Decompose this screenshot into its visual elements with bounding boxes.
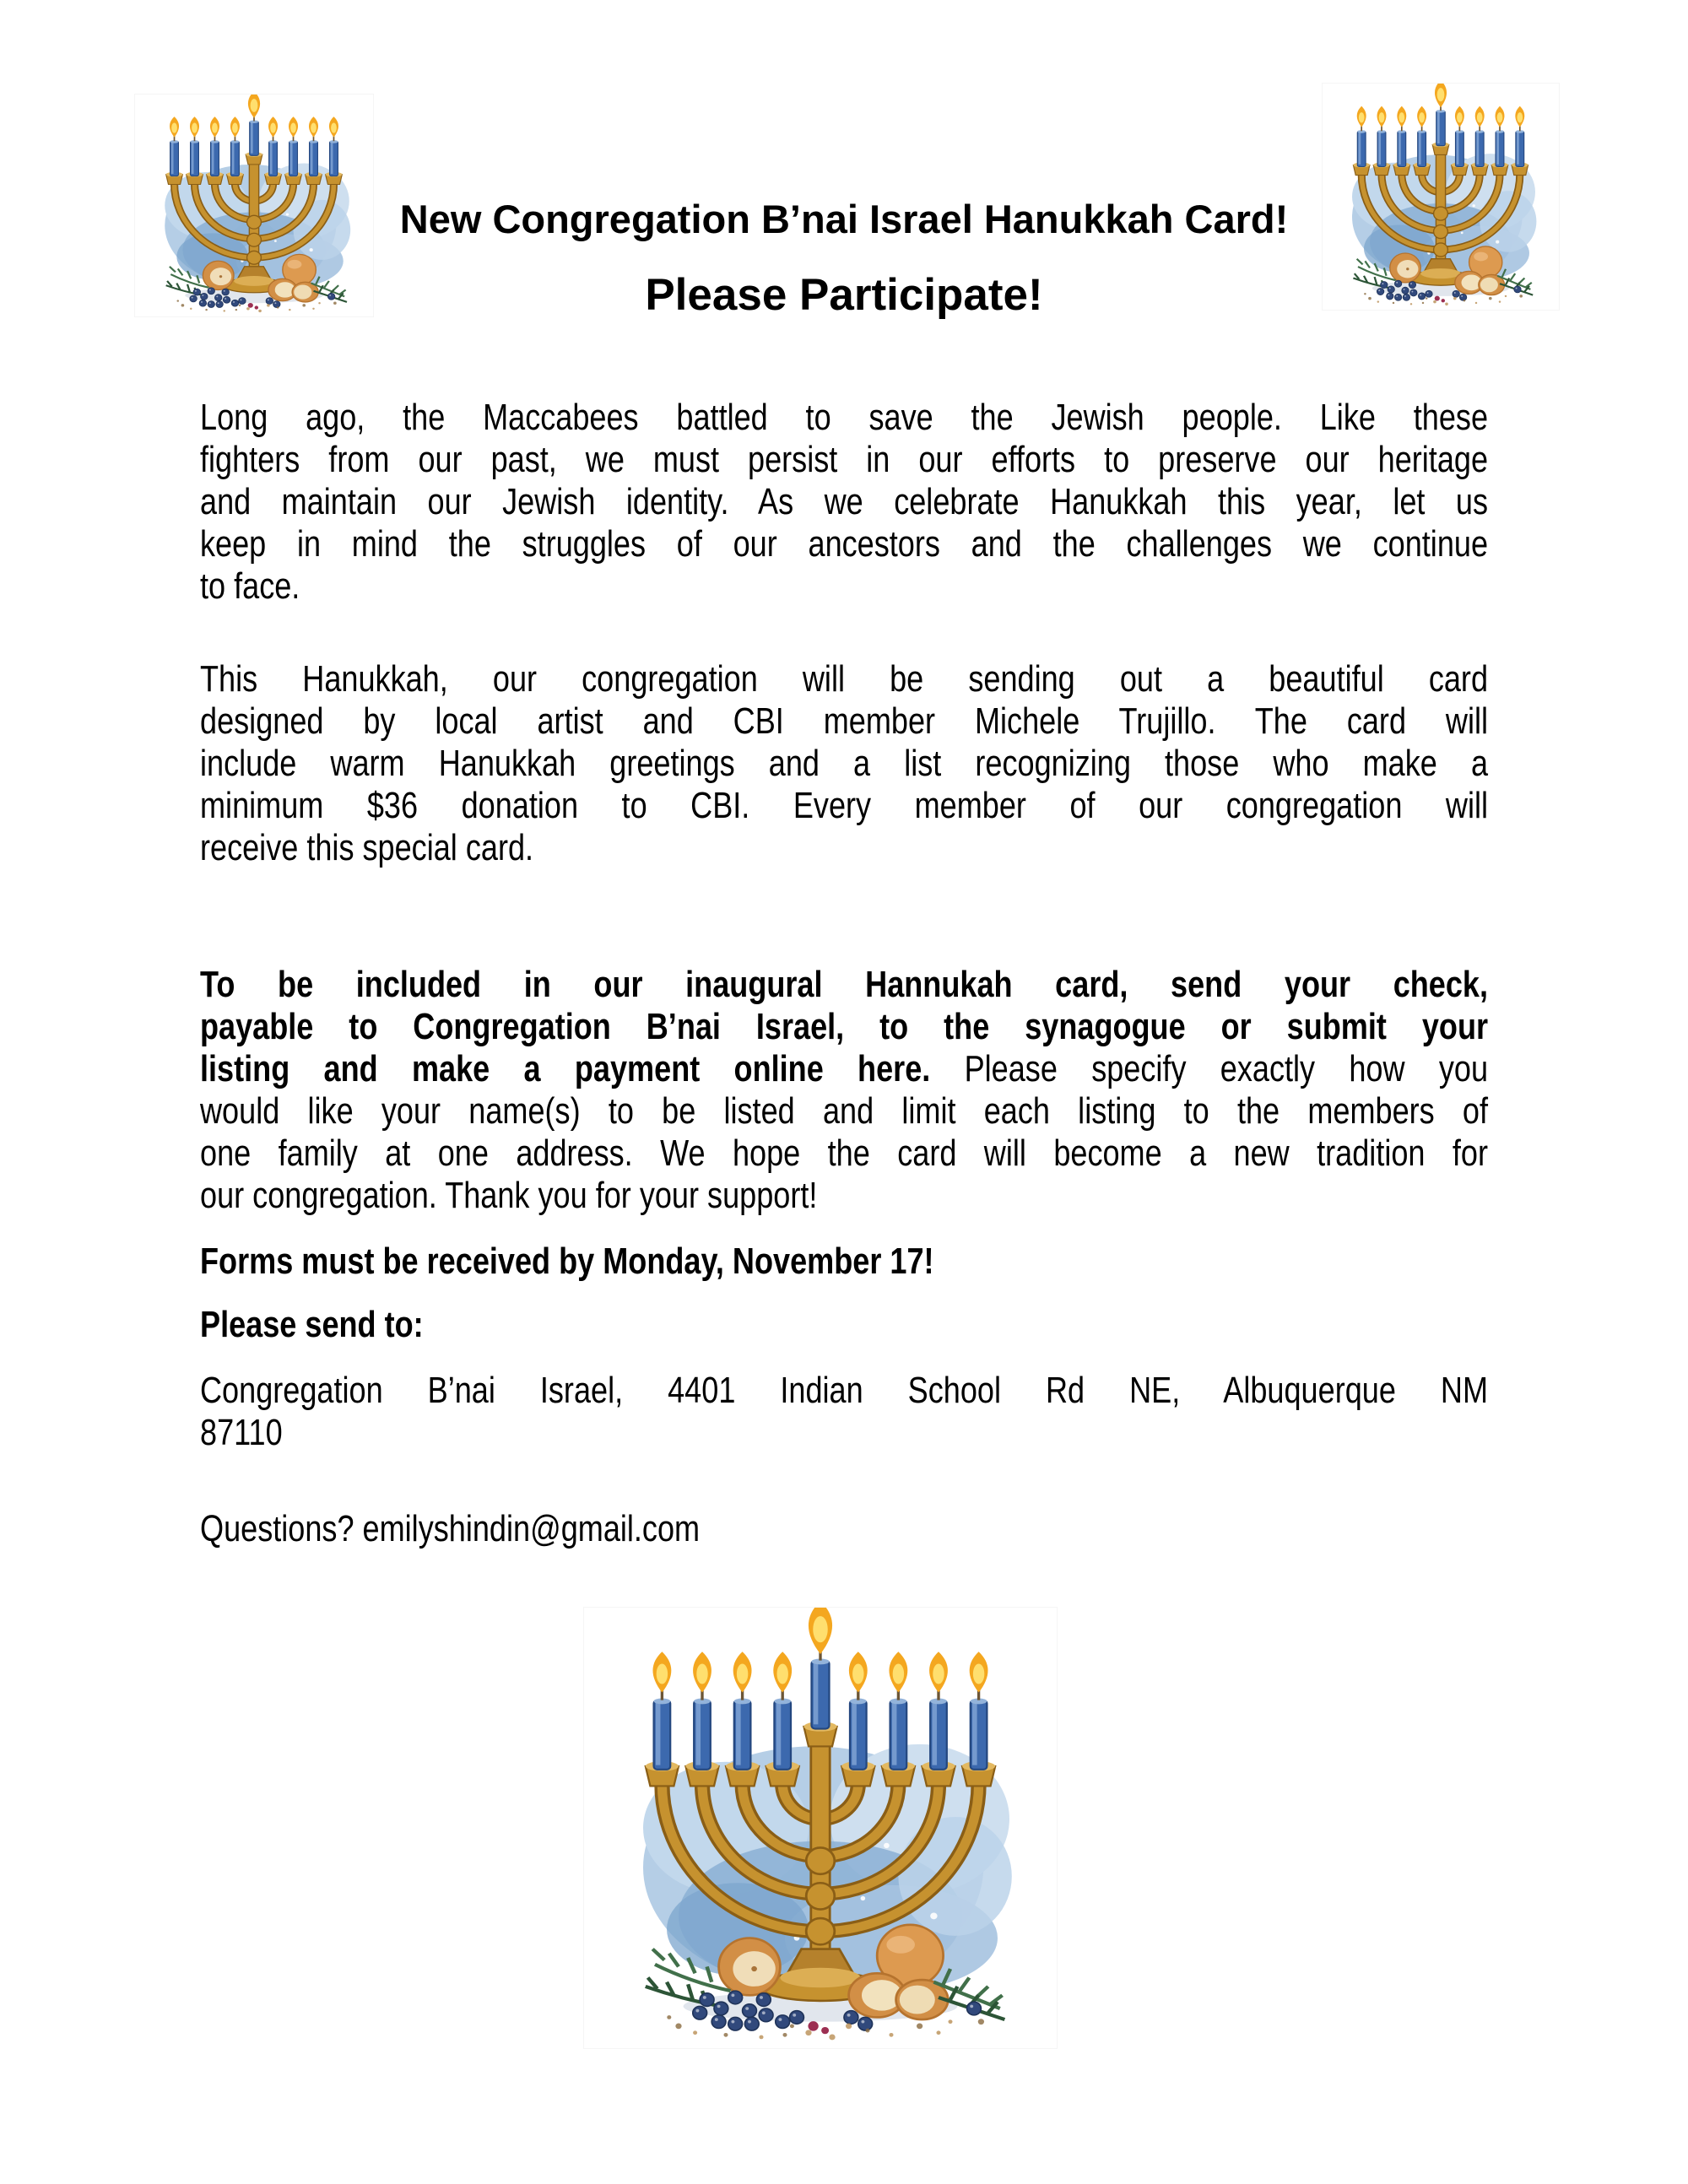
text-line (200, 658, 1488, 700)
menorah-image-bottom (584, 1608, 1057, 2048)
regular-text: designed by local artist and CBI member Michele Trujillo. The card will (200, 700, 1489, 742)
header (0, 196, 1688, 321)
flyer-subtitle: Please Participate! (645, 270, 1043, 320)
text-line (200, 1370, 1488, 1412)
paragraph-address (200, 1370, 1488, 1454)
text-line (200, 1241, 1488, 1283)
text-line (200, 1048, 1488, 1090)
text-line (200, 1133, 1488, 1175)
regular-text: Congregation B’nai Israel, 4401 Indian School Rd NE, Albuquerque NM (200, 1370, 1489, 1411)
paragraph-instructions (200, 964, 1488, 1217)
paragraph-contact (200, 1508, 1488, 1550)
bold-text: payable to Congregation B’nai Israel, to the synagogue or submit your (200, 1006, 1489, 1047)
text-line (200, 700, 1488, 743)
paragraph-intro (200, 397, 1488, 608)
regular-text: Please specify exactly how you (930, 1048, 1489, 1089)
text-line (200, 1175, 1488, 1217)
text-line (200, 743, 1488, 785)
regular-text: Questions? emilyshindin@gmail.com (200, 1508, 701, 1549)
regular-text: fighters from our past, we must persist in our efforts to preserve our heritage (200, 439, 1489, 480)
bold-text: To be included in our inaugural Hannukah card, send your check, (200, 964, 1489, 1005)
text-line (200, 565, 1488, 608)
bold-text: listing and make a payment online here. (200, 1048, 931, 1089)
flyer-title: New Congregation B’nai Israel Hanukkah Card! (399, 197, 1289, 241)
text-line (200, 523, 1488, 565)
regular-text: 87110 (200, 1412, 283, 1453)
body-copy (200, 397, 1488, 1550)
regular-text: our congregation. Thank you for your support! (200, 1175, 818, 1216)
paragraph-deadline (200, 1241, 1488, 1283)
text-line (200, 785, 1488, 827)
text-line (200, 964, 1488, 1006)
text-line (200, 439, 1488, 481)
regular-text: minimum $36 donation to CBI. Every member of our congregation will (200, 785, 1489, 826)
regular-text: This Hanukkah, our congregation will be sending out a beautiful card (200, 658, 1489, 700)
regular-text: Long ago, the Maccabees battled to save the Jewish people. Like these (200, 397, 1489, 438)
text-line (200, 1304, 1488, 1346)
regular-text: to face. (200, 565, 300, 607)
regular-text: include warm Hanukkah greetings and a list recognizing those who make a (200, 743, 1489, 784)
regular-text: receive this special card. (200, 827, 534, 868)
paragraph-send-to (200, 1304, 1488, 1346)
text-line (200, 1508, 1488, 1550)
regular-text: and maintain our Jewish identity. As we celebrate Hanukkah this year, let us (200, 481, 1489, 522)
text-line (200, 827, 1488, 869)
bold-text: Forms must be received by Monday, November 17! (200, 1241, 934, 1282)
regular-text: one family at one address. We hope the card will become a new tradition for (200, 1133, 1489, 1174)
regular-text: would like your name(s) to be listed and limit each listing to the members of (200, 1090, 1489, 1132)
text-line (200, 1090, 1488, 1133)
text-line (200, 397, 1488, 439)
paragraph-card-info (200, 658, 1488, 869)
text-line (200, 1006, 1488, 1048)
text-line (200, 481, 1488, 523)
bold-text: Please send to: (200, 1304, 424, 1345)
text-line (200, 1412, 1488, 1454)
regular-text: keep in mind the struggles of our ancestors and the challenges we continue (200, 523, 1489, 565)
